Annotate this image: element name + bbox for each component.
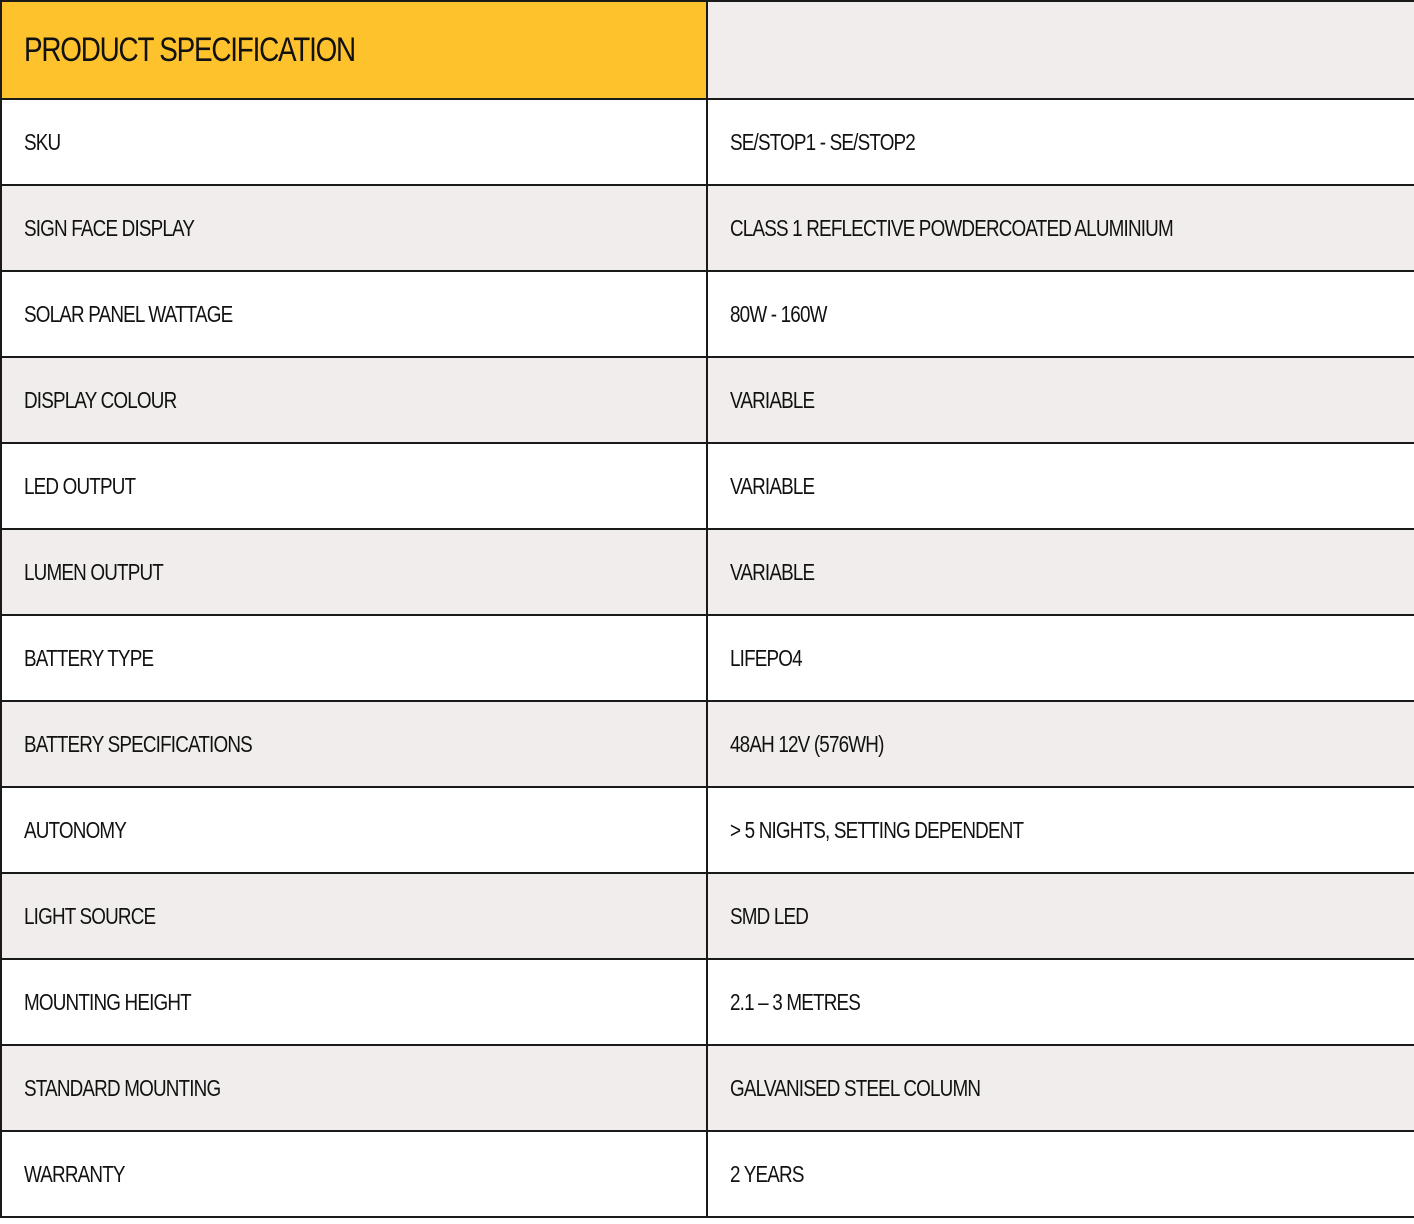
- spec-value-cell: [707, 529, 1414, 615]
- spec-label: STANDARD MOUNTING: [24, 1074, 221, 1101]
- spec-value: VARIABLE: [730, 558, 815, 585]
- spec-label-cell: [1, 185, 707, 271]
- header-title: PRODUCT SPECIFICATION: [24, 30, 355, 69]
- spec-value: SE/STOP1 - SE/STOP2: [730, 128, 915, 155]
- spec-value-cell: [707, 443, 1414, 529]
- spec-label: LED OUTPUT: [24, 472, 136, 499]
- spec-label: SIGN FACE DISPLAY: [24, 214, 195, 241]
- table-row: [1, 529, 1414, 615]
- table-row: [1, 873, 1414, 959]
- spec-label: BATTERY SPECIFICATIONS: [24, 730, 252, 757]
- spec-value: VARIABLE: [730, 472, 815, 499]
- spec-label-cell: [1, 787, 707, 873]
- table-row: [1, 99, 1414, 185]
- spec-label-cell: [1, 1045, 707, 1131]
- table-header-row: [1, 1, 1414, 99]
- spec-label: SKU: [24, 128, 61, 155]
- spec-label-cell: [1, 1131, 707, 1217]
- spec-value-cell: [707, 185, 1414, 271]
- spec-value-cell: [707, 99, 1414, 185]
- spec-value-cell: [707, 1131, 1414, 1217]
- spec-label: BATTERY TYPE: [24, 644, 154, 671]
- spec-value-cell: [707, 271, 1414, 357]
- spec-value: LIFEPO4: [730, 644, 802, 671]
- table-row: [1, 1045, 1414, 1131]
- spec-label: SOLAR PANEL WATTAGE: [24, 300, 233, 327]
- spec-label-cell: [1, 615, 707, 701]
- spec-label-cell: [1, 443, 707, 529]
- spec-label: WARRANTY: [24, 1160, 125, 1187]
- table-row: [1, 271, 1414, 357]
- spec-label: AUTONOMY: [24, 816, 127, 843]
- spec-value: > 5 NIGHTS, SETTING DEPENDENT: [730, 816, 1024, 843]
- spec-label-cell: [1, 529, 707, 615]
- spec-value: 48AH 12V (576WH): [730, 730, 884, 757]
- table-row: [1, 701, 1414, 787]
- spec-value: SMD LED: [730, 902, 809, 929]
- spec-label: LIGHT SOURCE: [24, 902, 156, 929]
- header-title-cell: [1, 1, 707, 99]
- spec-label-cell: [1, 99, 707, 185]
- spec-value: GALVANISED STEEL COLUMN: [730, 1074, 981, 1101]
- spec-value: VARIABLE: [730, 386, 815, 413]
- spec-label-cell: [1, 873, 707, 959]
- spec-label: DISPLAY COLOUR: [24, 386, 177, 413]
- spec-label-cell: [1, 271, 707, 357]
- table-row: [1, 959, 1414, 1045]
- spec-label: MOUNTING HEIGHT: [24, 988, 191, 1015]
- table-row: [1, 1131, 1414, 1217]
- table-row: [1, 357, 1414, 443]
- spec-label: LUMEN OUTPUT: [24, 558, 163, 585]
- spec-value: 2 YEARS: [730, 1160, 804, 1187]
- table-row: [1, 615, 1414, 701]
- spec-label-cell: [1, 959, 707, 1045]
- spec-value: 2.1 – 3 METRES: [730, 988, 861, 1015]
- spec-value-cell: [707, 959, 1414, 1045]
- header-empty-cell: [707, 1, 1414, 99]
- spec-value-cell: [707, 1045, 1414, 1131]
- table-row: [1, 787, 1414, 873]
- spec-value: CLASS 1 REFLECTIVE POWDERCOATED ALUMINIUM: [730, 214, 1173, 241]
- spec-value-cell: [707, 701, 1414, 787]
- spec-value: 80W - 160W: [730, 300, 827, 327]
- spec-value-cell: [707, 787, 1414, 873]
- spec-value-cell: [707, 873, 1414, 959]
- table-row: [1, 185, 1414, 271]
- spec-value-cell: [707, 357, 1414, 443]
- spec-label-cell: [1, 357, 707, 443]
- spec-value-cell: [707, 615, 1414, 701]
- table-row: [1, 443, 1414, 529]
- spec-label-cell: [1, 701, 707, 787]
